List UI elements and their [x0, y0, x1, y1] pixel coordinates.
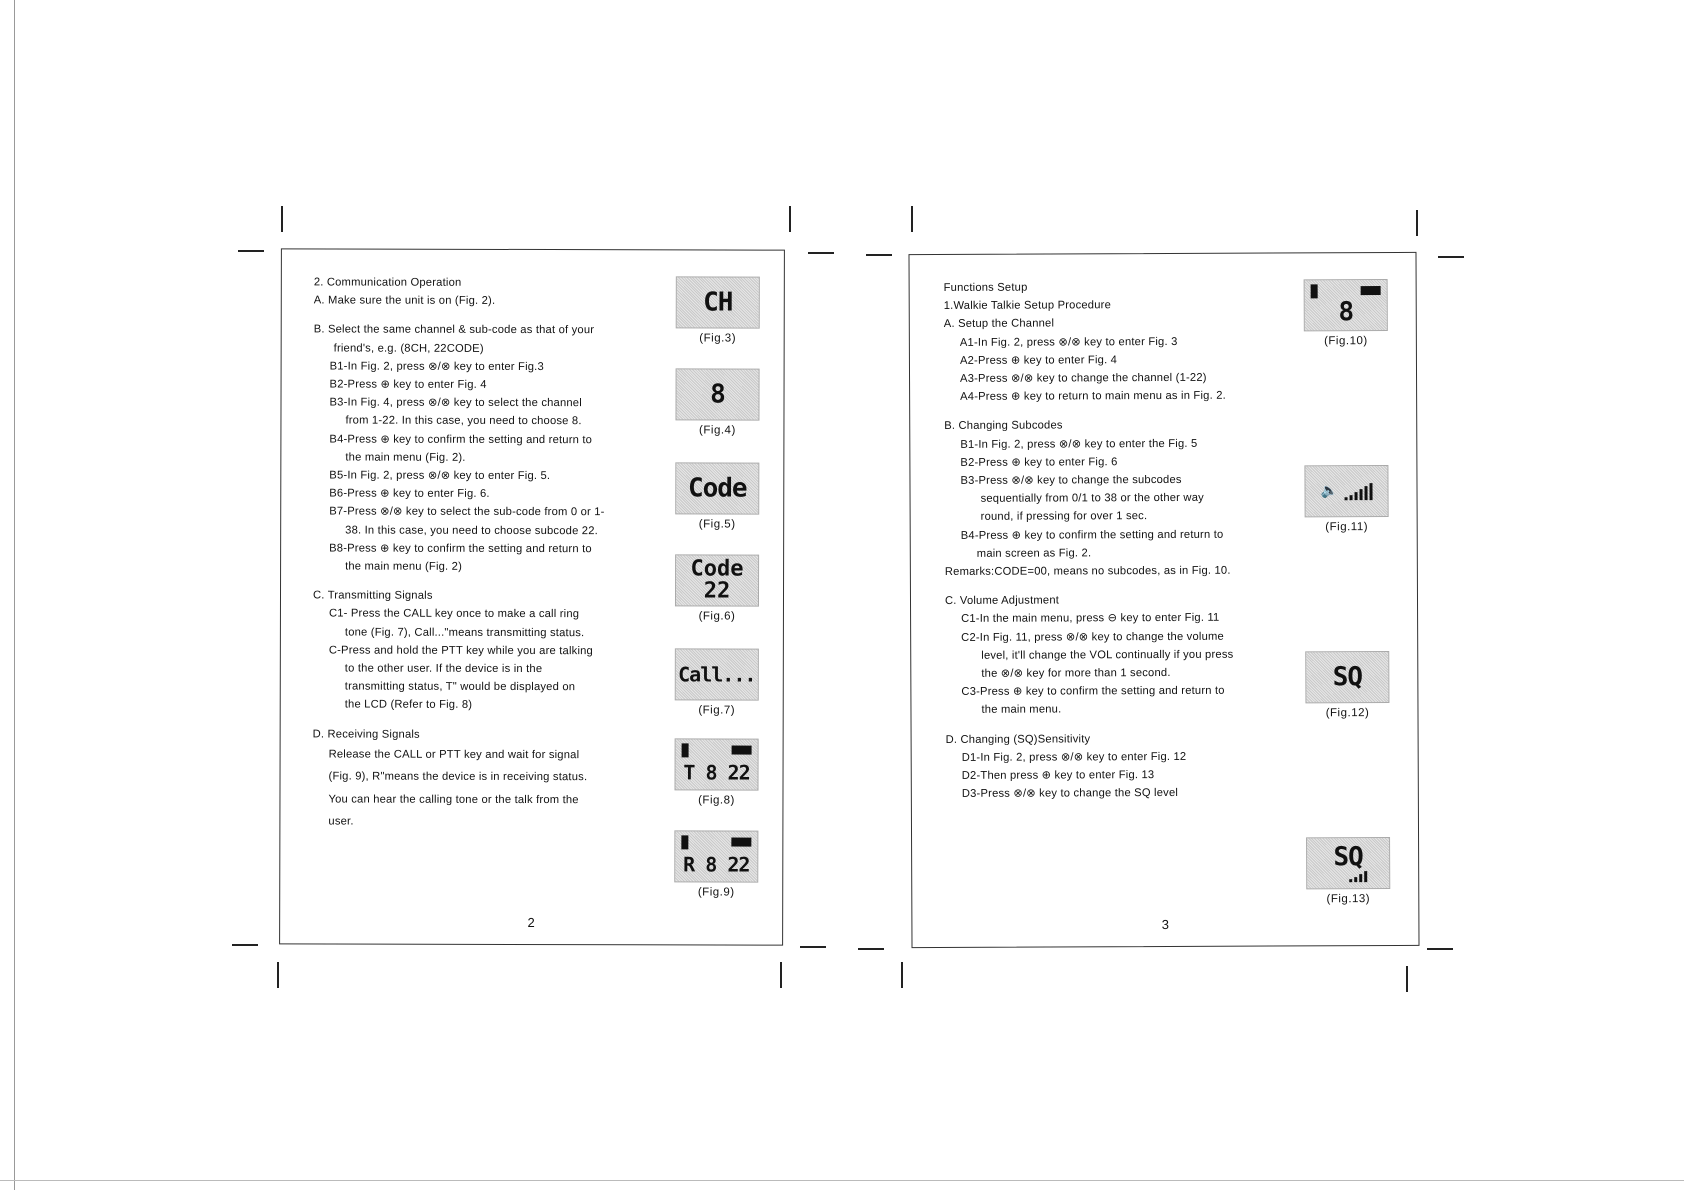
handset-icon	[682, 743, 689, 757]
text-line: B4-Press ⊕ key to confirm the setting and return to	[960, 528, 1224, 542]
text-line: the LCD (Refer to Fig. 8)	[344, 698, 473, 712]
figure-caption: (Fig.11)	[1325, 521, 1369, 534]
text-line: You can hear the calling tone or the talk from the	[328, 793, 579, 806]
figure-caption: (Fig.9)	[697, 886, 735, 899]
text-line: to the other user. If the device is in the	[344, 662, 543, 676]
manual-page-2	[279, 248, 785, 945]
battery-icon	[732, 746, 752, 755]
figure	[667, 462, 767, 530]
paragraph-gap	[313, 714, 649, 726]
lcd-text: T 8 22	[683, 760, 750, 785]
crop-mark	[858, 948, 884, 950]
text-line: B6-Press ⊕ key to enter Fig. 6.	[329, 487, 490, 501]
text-line: level, it'll change the VOL continually if you press	[981, 648, 1234, 662]
figure	[667, 368, 767, 436]
text-line: Functions Setup	[943, 281, 1028, 294]
handset-icon	[1311, 284, 1318, 298]
text-line: D1-In Fig. 2, press ⊗/⊗ key to enter Fig. 12	[961, 750, 1187, 764]
text-line: from 1-22. In this case, you need to choose 8.	[345, 414, 582, 428]
text-line: B. Select the same channel & sub-code as that of your	[313, 323, 595, 337]
figure-caption: (Fig.4)	[699, 424, 736, 437]
lcd-display	[1305, 651, 1389, 703]
text-line: A. Make sure the unit is on (Fig. 2).	[313, 294, 496, 308]
figure-caption: (Fig.10)	[1324, 335, 1368, 348]
figure-caption: (Fig.8)	[698, 794, 735, 807]
text-line: tone (Fig. 7), Call..."means transmitting status.	[344, 626, 585, 639]
text-line: the ⊗/⊗ key for more than 1 second.	[981, 667, 1171, 680]
text-line: C1- Press the CALL key once to make a call ring	[328, 607, 580, 621]
text-line: B8-Press ⊕ key to confirm the setting and return to	[329, 542, 592, 556]
lcd-text: 8	[1338, 297, 1354, 328]
lcd-text: SQ	[1333, 842, 1363, 873]
lcd-text: Code	[687, 473, 747, 504]
text-line: D2-Then press ⊕ key to enter Fig. 13	[961, 769, 1155, 782]
figure	[1296, 279, 1396, 347]
crop-mark	[277, 962, 279, 988]
figure-caption: (Fig.6)	[698, 610, 736, 623]
crop-mark	[238, 250, 264, 252]
figure	[1296, 465, 1396, 533]
text-line: transmitting status, T" would be displayed on	[344, 680, 576, 694]
text-line: C3-Press ⊕ key to confirm the setting and return to	[961, 685, 1225, 699]
text-line: A1-In Fig. 2, press ⊗/⊗ key to enter Fig. 3	[959, 335, 1178, 349]
text-line: C1-In the main menu, press ⊖ key to enter Fig. 11	[961, 612, 1220, 626]
lcd-display	[674, 830, 758, 882]
crop-mark	[281, 206, 283, 232]
text-line: Release the CALL or PTT key and wait for signal	[328, 748, 580, 761]
scan-edge	[0, 1180, 1684, 1181]
paragraph-gap	[314, 310, 650, 322]
text-line: A. Setup the Channel	[943, 317, 1055, 331]
crop-mark	[780, 962, 782, 988]
lcd-text: Code 22	[690, 556, 744, 604]
lcd-text: R 8 22	[683, 852, 750, 877]
lcd-text: 8	[710, 379, 725, 410]
crop-mark	[1427, 948, 1453, 950]
text-line: D. Receiving Signals	[312, 728, 420, 741]
text-line: B3-In Fig. 4, press ⊗/⊗ key to select the channel	[329, 396, 582, 410]
text-line: the main menu (Fig. 2)	[345, 560, 463, 573]
paragraph-gap	[313, 576, 649, 588]
crop-mark	[1406, 966, 1408, 992]
lcd-display	[1306, 837, 1390, 889]
text-line: the main menu (Fig. 2).	[345, 451, 466, 464]
text-line: B1-In Fig. 2, press ⊗/⊗ key to enter the Fig. 5	[960, 437, 1198, 451]
lcd-display	[1304, 465, 1388, 517]
figure-caption: (Fig.13)	[1326, 893, 1371, 906]
text-line: C. Volume Adjustment	[944, 594, 1060, 608]
text-line: (Fig. 9), R"means the device is in receiving status.	[328, 770, 588, 784]
text-line: A4-Press ⊕ key to return to main menu as in Fig. 2.	[960, 389, 1226, 404]
page-3-body	[944, 277, 1286, 803]
crop-mark	[808, 252, 834, 254]
text-line: friend's, e.g. (8CH, 22CODE)	[333, 342, 484, 355]
crop-mark	[1438, 256, 1464, 258]
speaker-icon: 🔈	[1320, 483, 1339, 500]
figure	[1297, 651, 1397, 719]
text-line: 2. Communication Operation	[313, 276, 462, 289]
text-line: 38. In this case, you need to choose subcode 22.	[345, 524, 598, 537]
lcd-display	[675, 648, 759, 700]
lcd-text: Call...	[678, 662, 756, 687]
page-number: 2	[527, 914, 535, 931]
figure	[667, 554, 767, 622]
text-line: 1.Walkie Talkie Setup Procedure	[943, 299, 1112, 313]
figure-caption: (Fig.5)	[698, 518, 736, 531]
battery-icon	[1361, 286, 1381, 295]
text-line: user.	[328, 815, 354, 828]
figure	[666, 830, 766, 898]
crop-mark	[232, 944, 258, 946]
text-line: A2-Press ⊕ key to enter Fig. 4	[959, 354, 1118, 367]
text-line: round, if pressing for over 1 sec.	[980, 510, 1148, 524]
crop-mark	[901, 962, 903, 988]
handset-icon	[681, 835, 688, 849]
signal-bars-icon	[1349, 871, 1367, 882]
lcd-display	[676, 276, 760, 328]
lcd-display	[675, 368, 759, 420]
text-line: the main menu.	[981, 703, 1062, 717]
battery-icon	[731, 838, 751, 847]
manual-page-3	[908, 252, 1419, 948]
lcd-display	[675, 554, 759, 606]
text-line: B3-Press ⊗/⊗ key to change the subcodes	[960, 473, 1182, 487]
text-line: C-Press and hold the PTT key while you are talking	[328, 644, 593, 658]
text-line: Remarks:CODE=00, means no subcodes, as in Fig. 10.	[944, 564, 1231, 579]
text-line: sequentially from 0/1 to 38 or the other way	[980, 492, 1204, 506]
text-line: main screen as Fig. 2.	[976, 547, 1092, 560]
text-line: B7-Press ⊗/⊗ key to select the sub-code from 0 or 1-	[329, 505, 605, 519]
lcd-display	[675, 462, 759, 514]
volume-bars-icon	[1344, 483, 1372, 500]
crop-mark	[1416, 210, 1418, 236]
figure-caption: (Fig.3)	[699, 332, 737, 345]
crop-mark	[866, 254, 892, 256]
text-line: C. Transmitting Signals	[312, 589, 433, 602]
figure	[666, 738, 766, 806]
crop-mark	[789, 206, 791, 232]
figure-caption: (Fig.7)	[698, 704, 736, 717]
text-line: B2-Press ⊕ key to enter Fig. 4	[329, 378, 487, 391]
page-2-body	[312, 273, 649, 834]
text-line: D. Changing (SQ)Sensitivity	[945, 732, 1091, 746]
text-line: B. Changing Subcodes	[944, 419, 1063, 433]
figure	[1298, 837, 1398, 905]
crop-mark	[911, 206, 913, 232]
text-line: B5-In Fig. 2, press ⊗/⊗ key to enter Fig. 5.	[329, 469, 551, 483]
page-number: 3	[1161, 916, 1170, 933]
figure	[668, 276, 768, 344]
section-d-body	[312, 743, 648, 834]
lcd-display	[1304, 279, 1388, 331]
lcd-text: SQ	[1332, 662, 1363, 693]
crop-mark	[800, 946, 826, 948]
text-line: B4-Press ⊕ key to confirm the setting and return to	[329, 433, 593, 446]
figure	[667, 648, 767, 716]
lcd-display	[674, 738, 758, 790]
lcd-text: CH	[703, 287, 733, 318]
text-line: B1-In Fig. 2, press ⊗/⊗ key to enter Fig.3	[329, 360, 544, 373]
text-line: D3-Press ⊗/⊗ key to change the SQ level	[961, 787, 1179, 801]
text-line: B2-Press ⊕ key to enter Fig. 6	[960, 456, 1118, 469]
text-line: A3-Press ⊗/⊗ key to change the channel (1-22)	[960, 371, 1207, 385]
text-line: C2-In Fig. 11, press ⊗/⊗ key to change the volume	[961, 630, 1224, 644]
scan-edge	[14, 0, 15, 1190]
figure-caption: (Fig.12)	[1325, 707, 1370, 720]
